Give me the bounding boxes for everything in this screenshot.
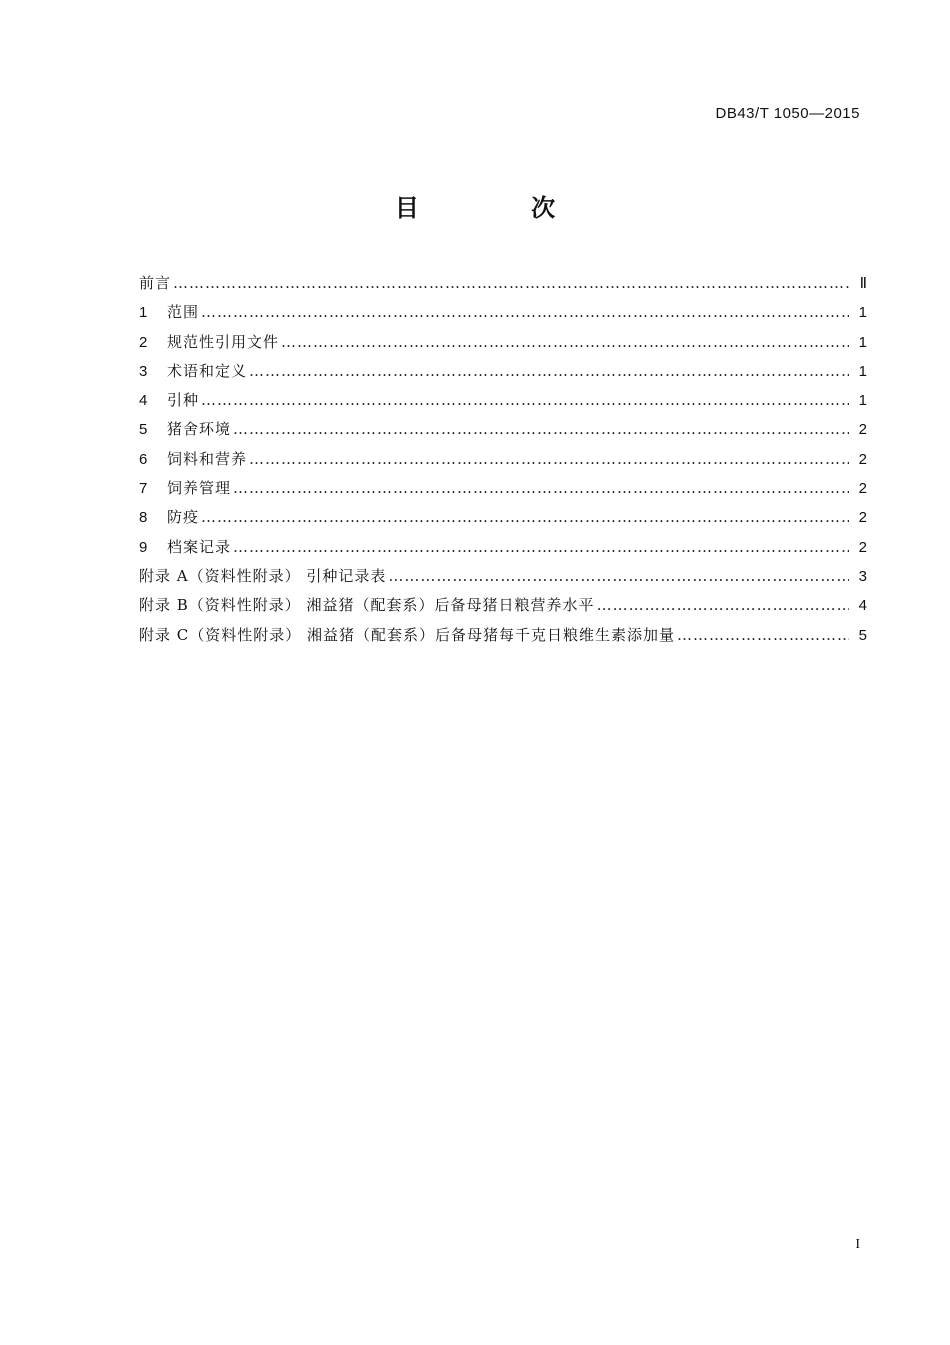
toc-entry-label: 猪舍环境 [167, 420, 232, 439]
toc-dot-leader [201, 508, 849, 526]
toc-entry-page: 2 [858, 509, 867, 527]
toc-entry-label: 引种 [167, 391, 200, 410]
toc-entry[interactable] [139, 301, 867, 330]
toc-entry-number: 9 [139, 538, 148, 556]
toc-entry-number: 6 [139, 450, 148, 468]
toc-entry-page: 4 [858, 597, 867, 615]
toc-dot-leader [677, 626, 849, 644]
toc-entry-label: 前言 [139, 274, 172, 292]
toc-entry-page: Ⅱ [859, 275, 867, 292]
toc-entry-number: 3 [139, 362, 148, 380]
toc-entry-number: 7 [139, 480, 148, 498]
toc-entry-page: 5 [858, 626, 867, 644]
toc-dot-leader [233, 420, 849, 438]
toc-entry-page: 3 [858, 567, 867, 585]
toc-entry-number: 5 [139, 421, 148, 439]
toc-entry-label: 防疫 [167, 508, 200, 527]
document-code: DB43/T 1050—2015 [715, 105, 860, 122]
toc-dot-leader [173, 274, 849, 292]
toc-entry-page: 2 [858, 480, 867, 498]
toc-entry-label: 附录 B（资料性附录） 湘益猪（配套系）后备母猪日粮营养水平 [139, 596, 595, 615]
toc-dot-leader [249, 362, 849, 380]
toc-entry-appendix-a[interactable] [139, 565, 867, 594]
table-of-contents [139, 272, 867, 653]
toc-entry-label: 附录 C（资料性附录） 湘益猪（配套系）后备母猪每千克日粮维生素添加量 [139, 625, 676, 644]
toc-dot-leader [597, 596, 849, 614]
toc-entry-label: 饲养管理 [167, 479, 232, 498]
toc-entry-page: 1 [858, 392, 867, 410]
toc-entry-label: 饲料和营养 [167, 449, 248, 468]
toc-entry-page: 2 [858, 421, 867, 439]
toc-entry[interactable] [139, 536, 867, 565]
toc-dot-leader [281, 333, 849, 351]
toc-entry[interactable] [139, 448, 867, 477]
toc-entry[interactable] [139, 331, 867, 360]
toc-entry[interactable] [139, 418, 867, 447]
toc-entry[interactable] [139, 272, 867, 301]
toc-entry-label: 范围 [167, 303, 200, 322]
toc-entry-page: 2 [858, 538, 867, 556]
toc-entry-number: 4 [139, 392, 148, 410]
toc-dot-leader [233, 538, 849, 556]
toc-entry-page: 2 [858, 450, 867, 468]
toc-entry-page: 1 [858, 304, 867, 322]
page-number: I [855, 1237, 860, 1252]
page-title: 目 次 [394, 194, 608, 222]
toc-entry-label: 规范性引用文件 [167, 332, 280, 351]
toc-entry-number: 8 [139, 509, 148, 527]
toc-dot-leader [201, 303, 849, 321]
toc-entry-label: 术语和定义 [167, 361, 248, 380]
toc-entry-number: 1 [139, 304, 148, 322]
toc-entry-label: 档案记录 [167, 537, 232, 556]
toc-dot-leader [233, 479, 849, 497]
toc-dot-leader [201, 391, 849, 409]
toc-dot-leader [388, 567, 849, 585]
toc-entry-number: 2 [139, 333, 148, 351]
toc-dot-leader [249, 450, 849, 468]
toc-entry-page: 1 [858, 333, 867, 351]
toc-entry[interactable] [139, 389, 867, 418]
toc-entry[interactable] [139, 360, 867, 389]
toc-entry-appendix-c[interactable] [139, 624, 867, 653]
toc-entry-label: 附录 A（资料性附录） 引种记录表 [139, 566, 387, 585]
toc-entry-appendix-b[interactable] [139, 594, 867, 623]
toc-entry[interactable] [139, 506, 867, 535]
toc-entry[interactable] [139, 477, 867, 506]
toc-entry-page: 1 [858, 362, 867, 380]
